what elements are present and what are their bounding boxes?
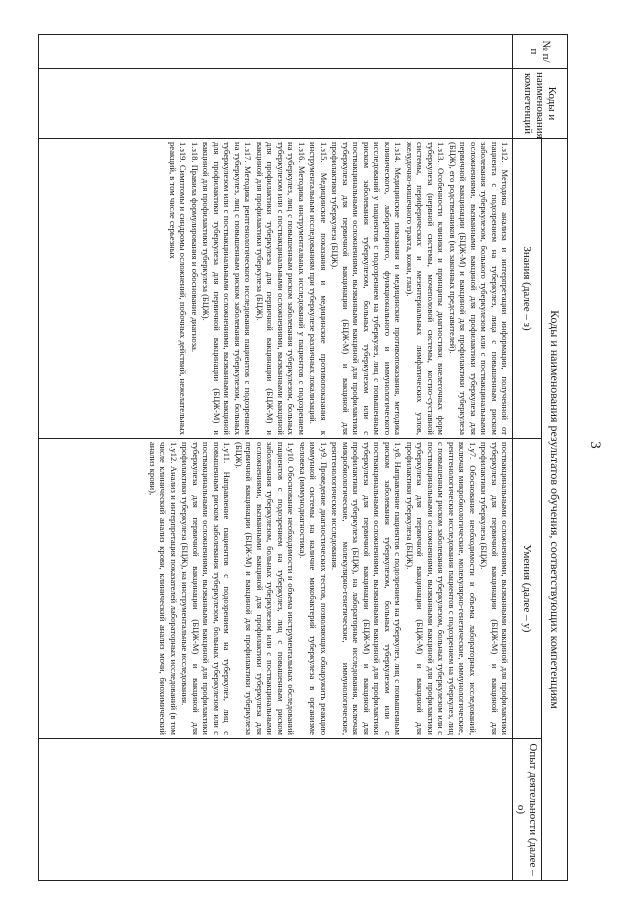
table-header-row-2 bbox=[513, 35, 542, 881]
knowledge-item: 1.з19. Симптомы и синдромы осложнений, побочных действий, нежелательных реакций, в том числе серьезных bbox=[167, 142, 189, 435]
competency-table-container bbox=[38, 34, 568, 880]
skill-item: поствакцинальными осложнениями, вызванными вакциной для профилактики туберкулеза для первичной вакцинации (БЦЖ-М) и вакциной для профилактики туберкулеза (БЦЖ). bbox=[479, 442, 510, 735]
cell-skills bbox=[39, 439, 513, 739]
header-results: Коды и наименования результатов обучения, соответствующих компетенциям bbox=[542, 139, 568, 881]
competency-table bbox=[38, 34, 568, 881]
cell-knowledge bbox=[39, 139, 513, 439]
skill-item: 1.у8. Направление пациентов с подозрением на туберкулез, лиц с повышенным риском заболевания туберкулезом, больных туберкулезом или с поствакцинальными осложнениями, вызванными вакциной для профилактики туберкулеза для первичной вакцинации (БЦЖ-М) и вакциной для профилактики туберкулеза (БЦЖ), на лабораторные исследования, включая микробиологические, молекулярно-генетические, иммунологические, рентгенологические исследования. bbox=[330, 442, 404, 735]
skill-item: 1.у9. Проведение диагностических тестов, позволяющих обнаружить реакцию иммунной системы на наличие микобактерий туберкулеза в организме человека (иммунодиагностика). bbox=[297, 442, 329, 735]
skill-item: 1.у7. Обоснование необходимости и объема лабораторных исследований, включая микробиологические, молекулярно-генетические, иммунологические, рентгенологические исследования пациентов с подозрением на туберкулез, лиц с повышенным риском заболевания туберкулезом, больных туберкулезом или с поствакцинальными осложнениями, вызванными вакциной для профилактики туберкулеза для первичной вакцинации (БЦЖ-М) и вакциной для профилактики туберкулеза (БЦЖ). bbox=[404, 442, 478, 735]
header-num: № п/п bbox=[513, 35, 568, 69]
knowledge-item: 1.з15. Медицинские показания и медицинские противопоказания к инструментальным исследованиям при туберкулезе различных локализаций. bbox=[308, 142, 329, 435]
knowledge-item: 1.з13. Особенности клиники и принципы диагностики внелегочных форм туберкулеза (нервной системы, мочеполовой системы, костно-суставной системы, периферических и мезентериальных лимфатических узлов, желудочно-кишечного тракта, кожи, глаз). bbox=[404, 142, 447, 435]
header-knowledge: Знания (далее – з) bbox=[513, 139, 542, 439]
knowledge-item: 1.з16. Методика инструментальных исследований у пациентов с подозрением на туберкулез, лиц с повышенным риском заболевания туберкулезом, больных туберкулезом или с поствакцинальными осложнениями, вызванными вакциной для профилактики туберкулеза для первичной вакцинации (БЦЖ-М) и вакциной для профилактики туберкулеза (БЦЖ). bbox=[254, 142, 307, 435]
table-row bbox=[39, 35, 513, 881]
knowledge-item: 1.з17. Методика рентгенологического исследования пациентов с подозрением на туберкулез, лиц с повышенным риском заболевания туберкулезом, больных туберкулезом или с поствакцинальными осложнениями, вызванными вакциной для профилактики туберкулеза для первичной вакцинации (БЦЖ-М) и вакциной для профилактики туберкулеза (БЦЖ). bbox=[201, 142, 254, 435]
knowledge-item: 1.з18. Правила формулирования и обоснование диагноза. bbox=[189, 142, 200, 353]
skill-item: 1.у10. Обоснование необходимости и объема инструментальных обследований пациентов с подозрением на туберкулез, лиц с повышенным риском заболевания туберкулезом, больных туберкулезом или с поствакцинальными осложнениями, вызванными вакциной для профилактики туберкулеза для первичной вакцинации (БЦЖ-М) и вакциной для профилактики туберкулеза (БЦЖ). bbox=[233, 442, 297, 735]
table-header-row-1 bbox=[542, 35, 568, 881]
header-experience: Опыт деятельности (далее – о) bbox=[513, 739, 542, 881]
knowledge-item: 1.з14. Медицинские показания и медицинские противопоказания, методика клинического, лабораторного, функционального и иммунологического исследований у пациентов с подозрением на туберкулез, лиц с повышенным риском заболевания туберкулезом, больных туберкулезом или с поствакцинальными осложнениями, вызванными вакциной для профилактики туберкулеза для первичной вакцинации (БЦЖ-М) и вакциной для профилактики туберкулеза (БЦЖ). bbox=[330, 142, 404, 435]
knowledge-item: 1.з12. Методика анализа и интерпретации информации, полученной от пациента с подозрением на туберкулез, лица с повышенным риском заболевания туберкулезом, больного туберкулезом или с поствакцинальными осложнениями, вызванными вакциной для профилактики туберкулеза для первичной вакцинации (БЦЖ-М) и вакциной для профилактики туберкулеза (БЦЖ), его родственников (их законных представителей). bbox=[447, 142, 510, 435]
cell-experience bbox=[39, 739, 513, 881]
cell-num bbox=[39, 35, 513, 69]
page-number: 3 bbox=[587, 441, 603, 449]
header-codes: Коды и наименования компетенций bbox=[513, 69, 568, 139]
skill-item: 1.у12. Анализ и интерпретация показателей лабораторных исследований (в том числе клинический анализ крови, клинический анализ мочи, биохимический анализ крови), bbox=[148, 442, 179, 735]
cell-codes bbox=[39, 69, 513, 139]
skill-item: 1.у11. Направление пациентов с подозрением на туберкулез, лиц с повышенным риском заболевания туберкулезом, больных туберкулезом или с поствакцинальными осложнениями, вызванными вакциной для профилактики туберкулеза для первичной вакцинации (БЦЖ-М) и вакциной для профилактики туберкулеза (БЦЖ), на инструментальные исследования. bbox=[180, 442, 233, 735]
header-skills: Умения (далее – у) bbox=[513, 439, 542, 739]
